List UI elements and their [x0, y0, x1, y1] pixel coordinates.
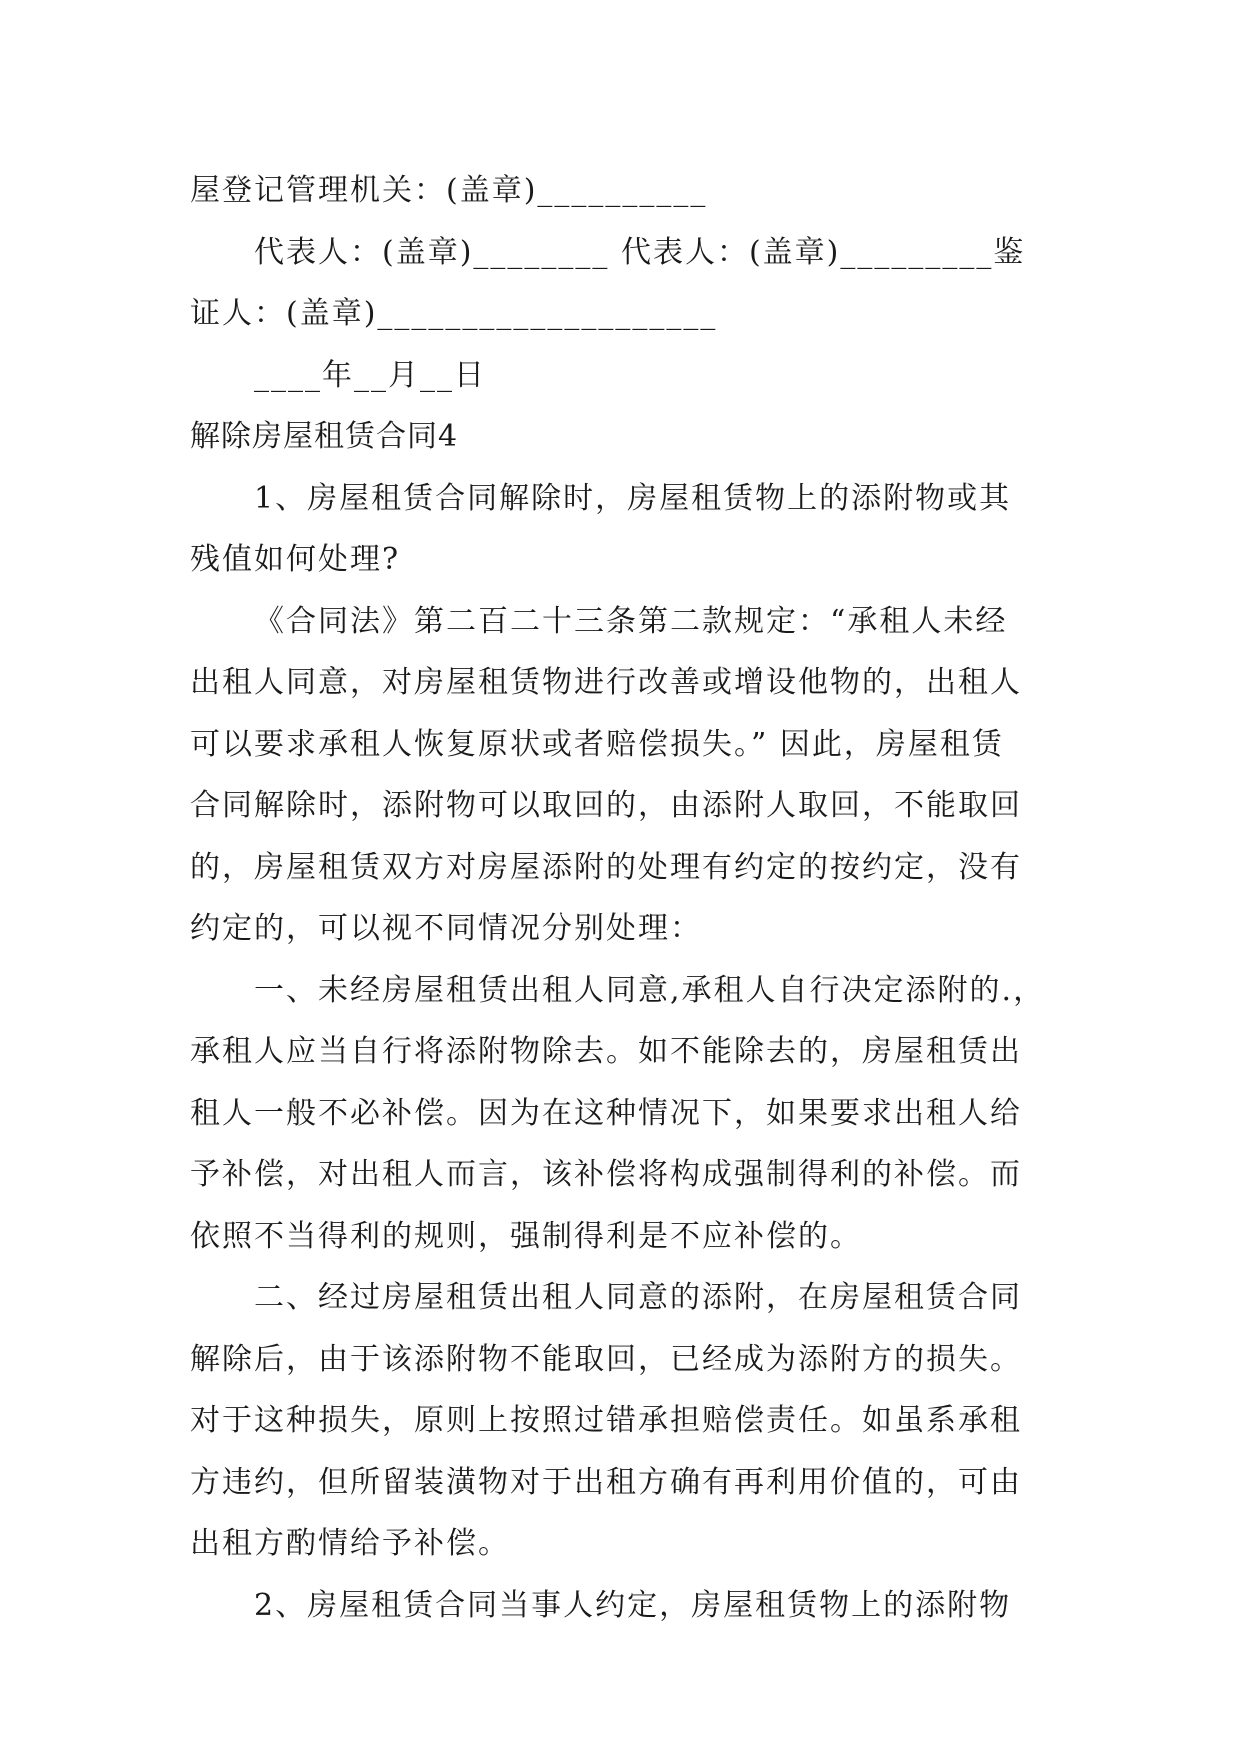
signature-line-representatives: 代表人：(盖章)________ 代表人：(盖章)_________鉴	[254, 234, 1026, 270]
paragraph-line: 租人一般不必补偿。因为在这种情况下，如果要求出租人给	[190, 1095, 1022, 1131]
signature-line-registration-authority: 屋登记管理机关：(盖章)__________	[190, 173, 708, 208]
paragraph-line: 依照不当得利的规则，强制得利是不应补偿的。	[190, 1218, 862, 1254]
paragraph-line: 《合同法》第二百二十三条第二款规定：“承租人未经	[254, 603, 1008, 639]
paragraph-line: 约定的，可以视不同情况分别处理：	[190, 911, 702, 946]
paragraph-line: 二、经过房屋租赁出租人同意的添附，在房屋租赁合同	[254, 1280, 1022, 1315]
paragraph-line: 出租方酌情给予补偿。	[190, 1526, 510, 1561]
paragraph-line: 可以要求承租人恢复原状或者赔偿损失。” 因此，房屋租赁	[190, 726, 1004, 762]
paragraph-line: 的，房屋租赁双方对房屋添附的处理有约定的按约定，没有	[190, 849, 1022, 885]
paragraph-line: 予补偿，对出租人而言，该补偿将构成强制得利的补偿。而	[190, 1157, 1022, 1192]
paragraph-line: 1、房屋租赁合同解除时，房屋租赁物上的添附物或其	[254, 480, 1012, 516]
paragraph-line: 承租人应当自行将添附物除去。如不能除去的，房屋租赁出	[190, 1034, 1022, 1069]
signature-line-witness: 证人：(盖章)____________________	[190, 296, 718, 331]
date-line: ____年__月__日	[254, 357, 486, 393]
paragraph-line: 2、房屋租赁合同当事人约定，房屋租赁物上的添附物	[254, 1587, 1012, 1623]
section-heading: 解除房屋租赁合同4	[190, 419, 459, 454]
paragraph-line: 残值如何处理?	[190, 542, 401, 577]
document-body	[190, 160, 1050, 1636]
paragraph-line: 合同解除时，添附物可以取回的，由添附人取回，不能取回	[190, 788, 1022, 823]
paragraph-line: 一、未经房屋租赁出租人同意,承租人自行决定添附的.，	[254, 972, 1046, 1008]
paragraph-line: 方违约，但所留装潢物对于出租方确有再利用价值的，可由	[190, 1464, 1022, 1500]
paragraph-line: 对于这种损失，原则上按照过错承担赔偿责任。如虽系承租	[190, 1403, 1022, 1438]
paragraph-line: 出租人同意，对房屋租赁物进行改善或增设他物的，出租人	[190, 665, 1022, 700]
paragraph-line: 解除后，由于该添附物不能取回，已经成为添附方的损失。	[190, 1341, 1022, 1377]
